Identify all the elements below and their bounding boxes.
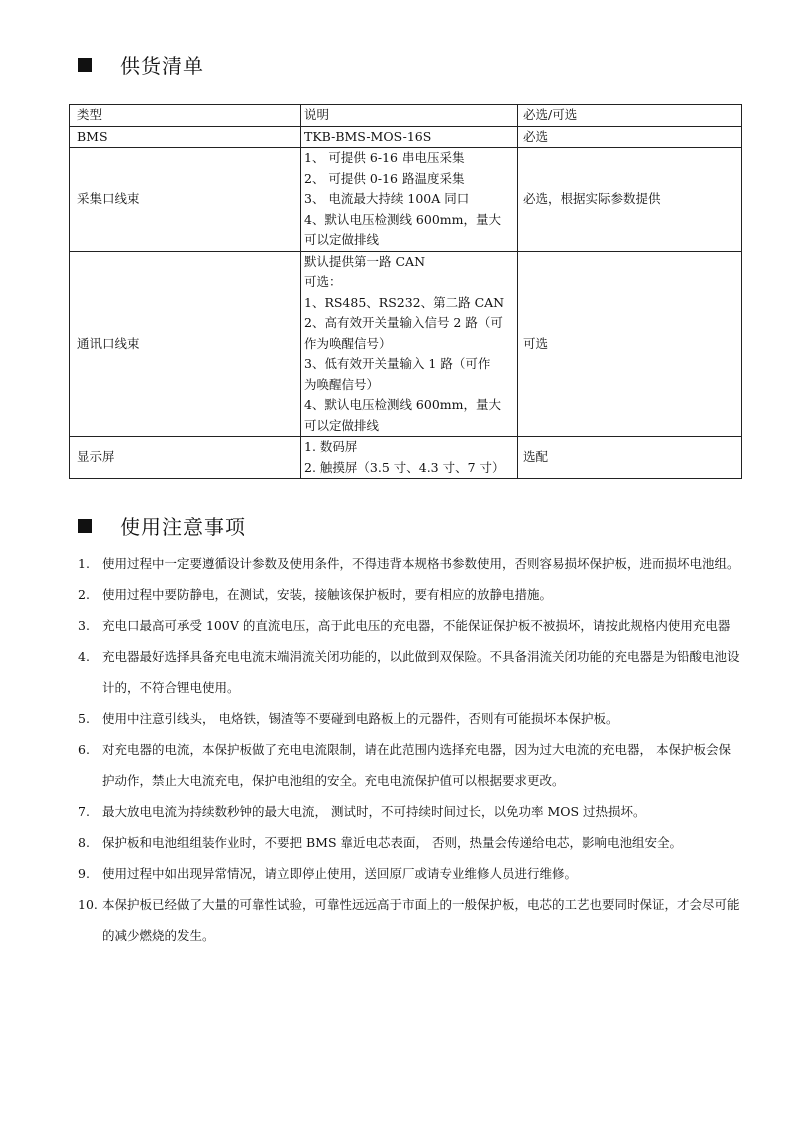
desc-line: 2、高有效开关量输入信号 2 路（可: [304, 315, 503, 330]
item-number: 3.: [78, 618, 90, 633]
desc-line: 4、默认电压检测线 600mm，量大: [304, 397, 501, 412]
section-heading-supply-list: [78, 50, 204, 79]
table-row: [70, 251, 742, 437]
item-number: 10.: [78, 897, 98, 912]
desc-line: 2. 触摸屏（3.5 寸、4.3 寸、7 寸）: [304, 459, 505, 475]
desc-line: 可选：: [304, 274, 342, 289]
section-title: 使用注意事项: [120, 515, 246, 539]
black-square-icon: [78, 519, 92, 533]
header-cell: 类型: [70, 105, 301, 127]
table-row: [70, 148, 742, 252]
desc-line: TKB-BMS-MOS-16S: [304, 128, 432, 144]
desc-line: 可以定做排线: [304, 417, 380, 433]
item-text: 使用过程中一定要遵循设计参数及使用条件，不得违背本规格书参数使用，否则容易损坏保护板，进而损坏电池组。: [102, 556, 740, 571]
item-text: 使用过程中如出现异常情况，请立即停止使用，送回原厂或请专业维修人员进行维修。: [102, 866, 578, 881]
item-number: 5.: [78, 711, 90, 726]
item-text: 使用中注意引线头， 电烙铁，锡渣等不要碰到电路板上的元器件，否则有可能损坏本保护板。: [102, 711, 619, 726]
table-row: [70, 126, 742, 148]
desc-line: 为唤醒信号）: [304, 376, 380, 392]
desc-cell: [301, 148, 518, 252]
desc-line: 3、 电流最大持续 100A 同口: [304, 191, 470, 206]
header-cell: 必选/可选: [518, 105, 742, 127]
item-number: 4.: [78, 649, 90, 664]
desc-cell: [301, 437, 518, 479]
list-item: [78, 827, 742, 858]
req-cell: 选配: [518, 437, 742, 479]
desc-line: 3、低有效开关量输入 1 路（可作: [304, 356, 491, 371]
item-text: 充电器最好选择具备充电电流末端涓流关闭功能的，以此做到双保险。不具备涓流关闭功能的充电器是为铅酸电池设计的，不符合锂电使用。: [102, 649, 740, 695]
list-item: [78, 548, 742, 579]
usage-notes-list: [78, 548, 742, 951]
table-header-row: [70, 105, 742, 127]
desc-line: 2、 可提供 0-16 路温度采集: [304, 170, 465, 186]
list-item: [78, 703, 742, 734]
item-text: 对充电器的电流，本保护板做了充电电流限制，请在此范围内选择充电器，因为过大电流的充电器， 本保护板会保护动作，禁止大电流充电，保护电池组的安全。充电电流保护值可以根据要求更改。: [102, 742, 731, 788]
item-number: 2.: [78, 587, 90, 602]
section-heading-usage-notes: [78, 511, 246, 540]
desc-line: 1、RS485、RS232、第二路 CAN: [304, 294, 505, 310]
desc-line: 1. 数码屏: [304, 439, 358, 454]
supply-list-table: [69, 104, 742, 479]
req-cell: 可选: [518, 251, 742, 437]
desc-line: 可以定做排线: [304, 232, 380, 247]
type-cell: 通讯口线束: [70, 251, 301, 437]
type-cell: BMS: [70, 126, 301, 148]
list-item: [78, 579, 742, 610]
item-text: 使用过程中要防静电，在测试，安装，接触该保护板时，要有相应的放静电措施。: [102, 587, 553, 602]
list-item: [78, 734, 742, 796]
item-number: 7.: [78, 804, 90, 819]
desc-line: 默认提供第一路 CAN: [304, 253, 426, 269]
list-item: [78, 796, 742, 827]
item-number: 8.: [78, 835, 90, 850]
type-cell: 采集口线束: [70, 148, 301, 252]
black-square-icon: [78, 58, 92, 72]
list-item: [78, 889, 742, 951]
desc-cell: [301, 251, 518, 437]
item-number: 1.: [78, 556, 90, 571]
header-cell: 说明: [301, 105, 518, 127]
desc-line: 作为唤醒信号）: [304, 335, 392, 351]
desc-line: 1、 可提供 6-16 串电压采集: [304, 150, 465, 165]
table-row: [70, 437, 742, 479]
desc-cell: [301, 126, 518, 148]
list-item: [78, 610, 742, 641]
item-text: 最大放电电流为持续数秒钟的最大电流， 测试时，不可持续时间过长，以免功率 MOS 过热损坏。: [102, 804, 646, 819]
section-title: 供货清单: [120, 54, 204, 78]
type-cell: 显示屏: [70, 437, 301, 479]
list-item: [78, 858, 742, 889]
item-text: 本保护板已经做了大量的可靠性试验，可靠性远远高于市面上的一般保护板，电芯的工艺也要同时保证，才会尽可能的减少燃烧的发生。: [102, 897, 740, 943]
item-number: 9.: [78, 866, 90, 881]
desc-line: 4、默认电压检测线 600mm，量大: [304, 211, 501, 227]
item-text: 保护板和电池组组装作业时，不要把 BMS 靠近电芯表面， 否则，热量会传递给电芯，影响电池组安全。: [102, 835, 682, 850]
req-cell: 必选: [518, 126, 742, 148]
item-number: 6.: [78, 742, 90, 757]
item-text: 充电口最高可承受 100V 的直流电压，高于此电压的充电器，不能保证保护板不被损坏，请按此规格内使用充电器: [102, 618, 731, 633]
list-item: [78, 641, 742, 703]
req-cell: 必选，根据实际参数提供: [518, 148, 742, 252]
